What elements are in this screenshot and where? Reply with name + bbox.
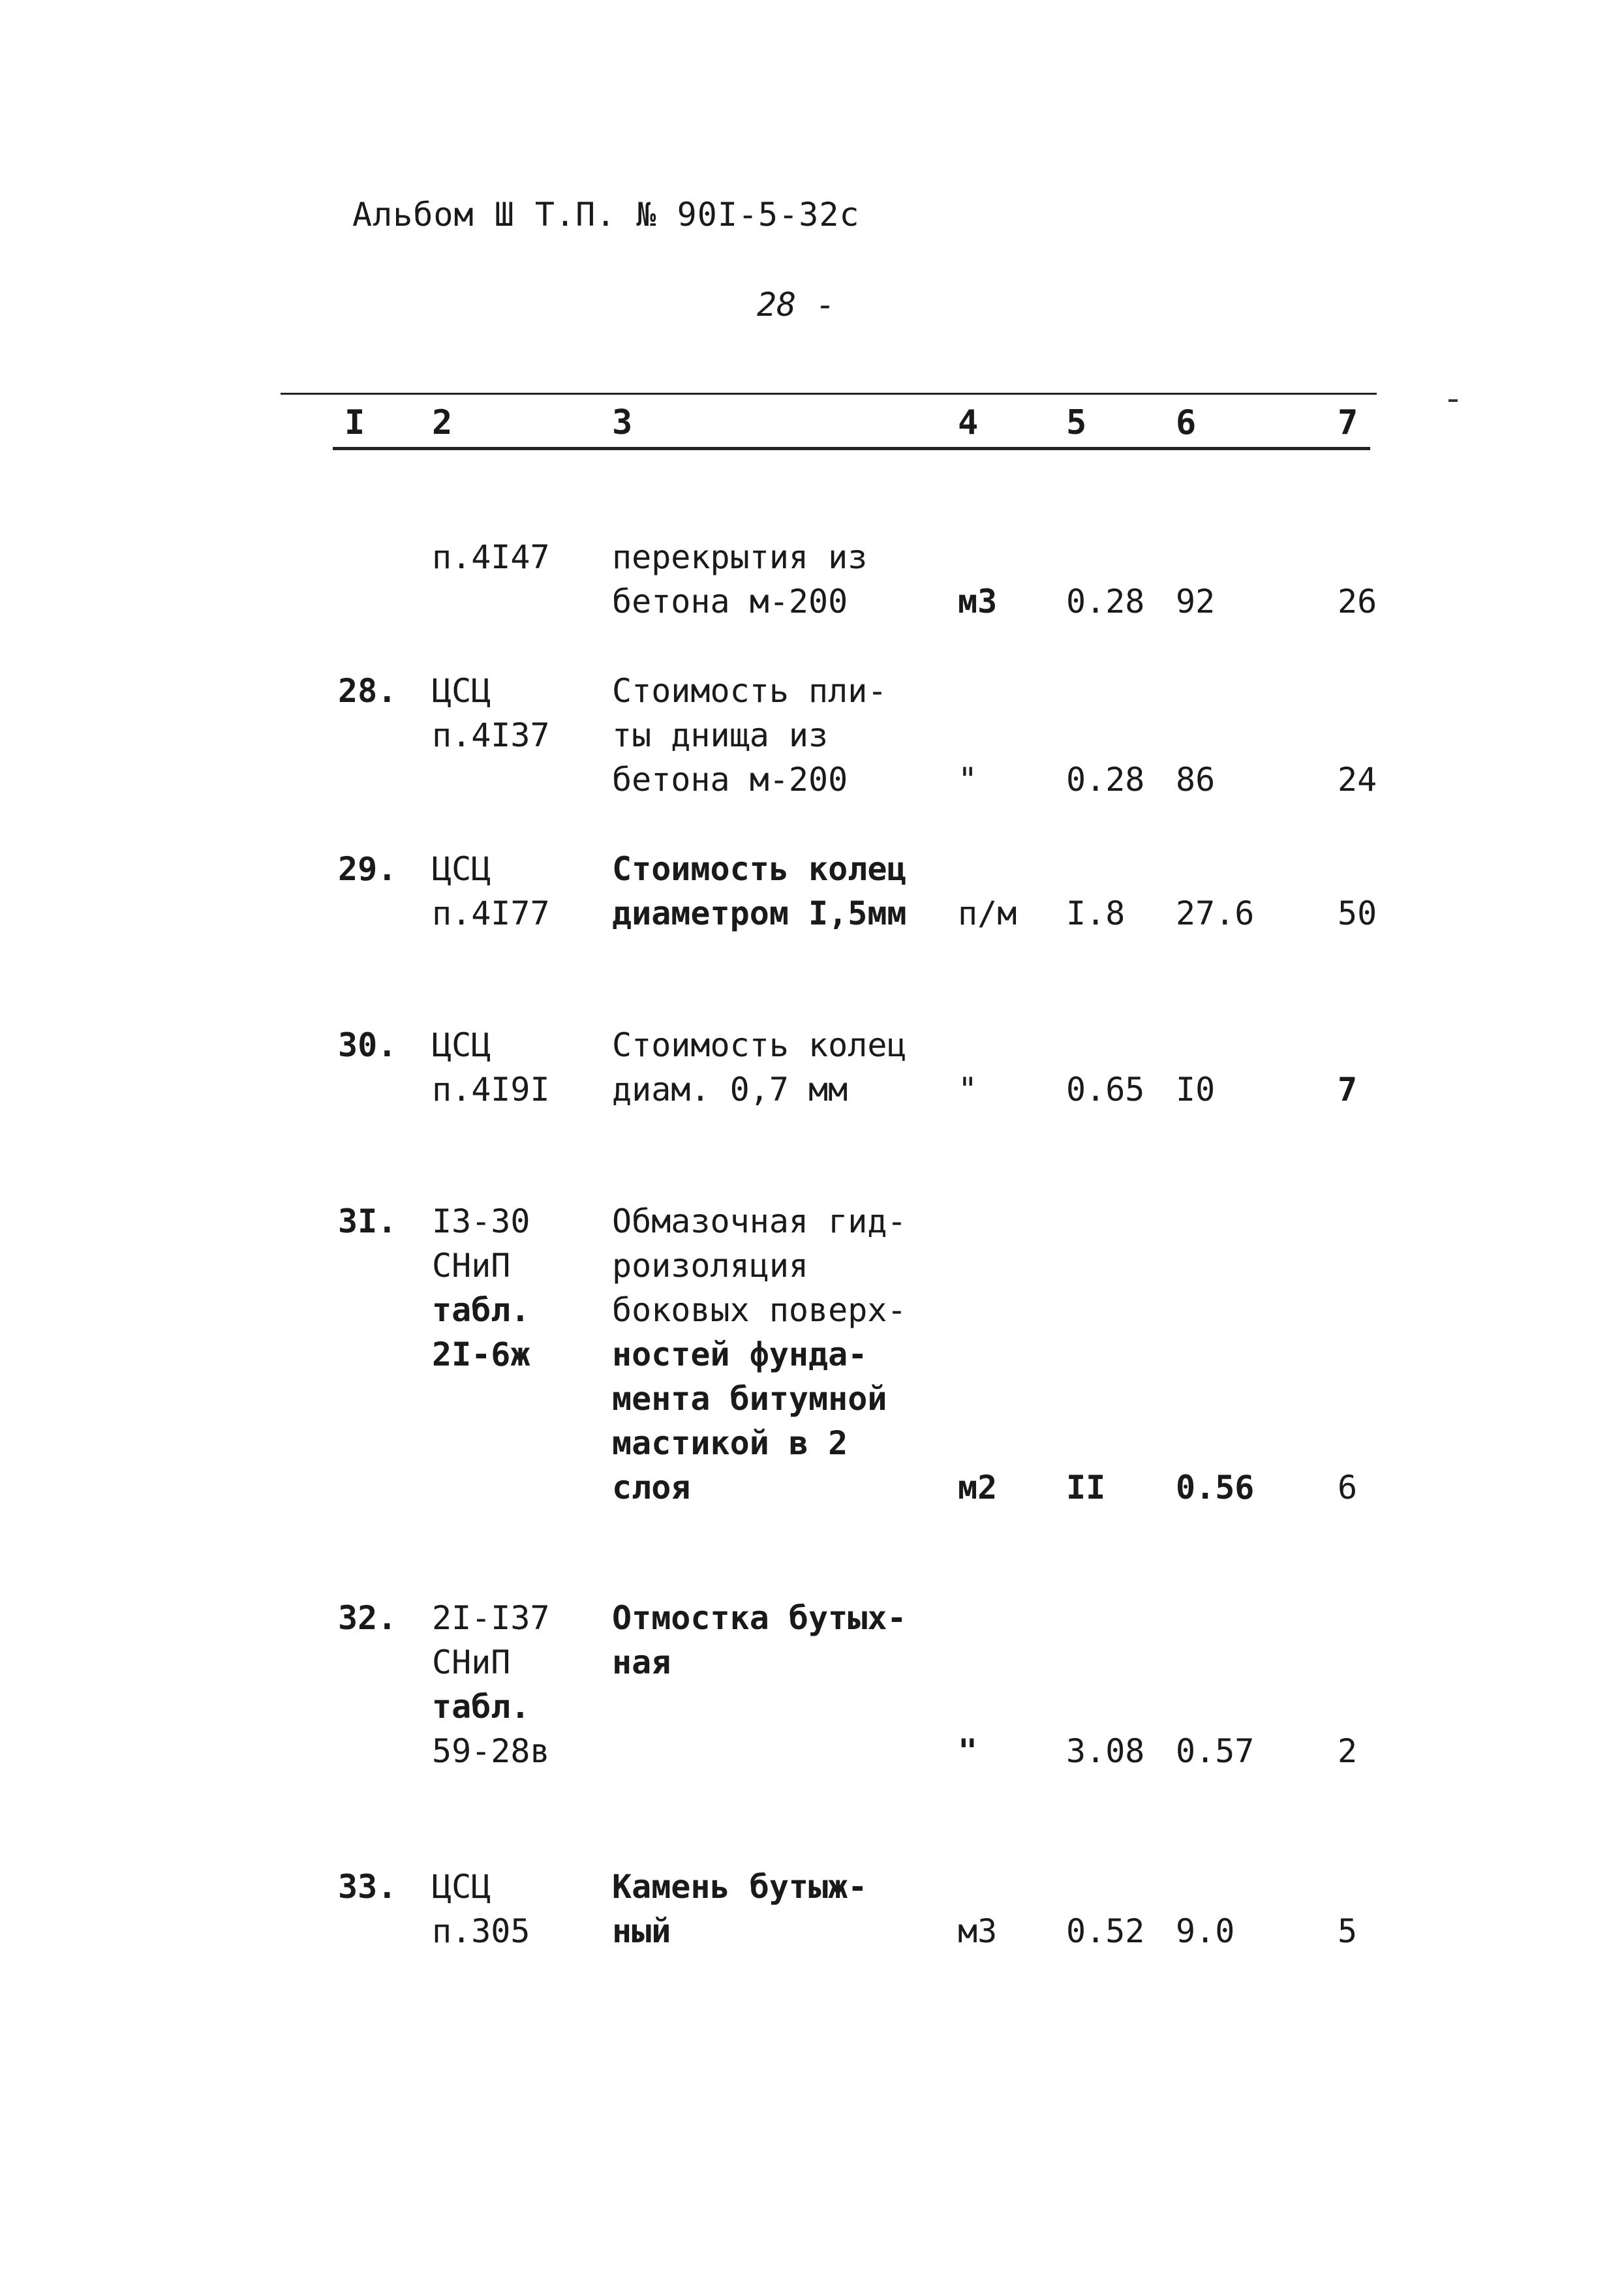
row-qty: 0.52 [1066, 1912, 1145, 1950]
row-number: 3I. [338, 1202, 397, 1240]
row-number: 28. [338, 672, 397, 710]
row-desc: слоя [612, 1469, 691, 1506]
row-desc: мента битумной [612, 1380, 887, 1418]
row-unit: " [958, 1732, 978, 1770]
row-qty: 3.08 [1066, 1732, 1145, 1770]
row-price: I0 [1176, 1071, 1216, 1108]
row-desc: Обмазочная гид- [612, 1202, 907, 1240]
row-ref: I3-30 [432, 1202, 530, 1240]
row-unit: " [958, 761, 978, 799]
row-desc: диаметром I,5мм [612, 894, 907, 932]
row-desc: бетона м-200 [612, 583, 848, 620]
row-ref: табл. [432, 1291, 530, 1329]
row-qty: 0.28 [1066, 583, 1145, 620]
row-number: 30. [338, 1026, 397, 1064]
row-ref: ЦСЦ [432, 672, 491, 710]
row-desc: роизоляция [612, 1247, 809, 1285]
row-ref: 2I-6ж [432, 1336, 530, 1373]
row-ref: 2I-I37 [432, 1599, 550, 1637]
row-ref: п.4I37 [432, 716, 550, 754]
page-number: 28 - [757, 286, 836, 324]
row-desc: боковых поверх- [612, 1291, 907, 1329]
row-price: 9.0 [1176, 1912, 1235, 1950]
table-top-rule [281, 393, 1377, 395]
row-qty: 0.65 [1066, 1071, 1145, 1108]
column-header-7: 7 [1338, 403, 1358, 442]
album-header: Альбом Ш Т.П. № 90I-5-32с [352, 196, 860, 234]
row-price: 0.57 [1176, 1732, 1255, 1770]
row-desc: перекрытия из [612, 538, 868, 576]
row-desc: ностей фунда- [612, 1336, 868, 1373]
row-desc: диам. 0,7 мм [612, 1071, 848, 1108]
column-header-4: 4 [958, 403, 979, 442]
row-price: 0.56 [1176, 1469, 1255, 1506]
column-header-5: 5 [1066, 403, 1087, 442]
row-qty: II [1066, 1469, 1106, 1506]
row-unit: " [958, 1071, 978, 1108]
row-total: 50 [1338, 894, 1377, 932]
row-unit: м2 [958, 1469, 998, 1506]
row-ref: п.4I9I [432, 1071, 550, 1108]
column-header-3: 3 [612, 403, 633, 442]
row-desc: Стоимость колец [612, 850, 907, 888]
column-header-1: I [345, 403, 365, 442]
row-desc: ная [612, 1643, 671, 1681]
row-ref: табл. [432, 1688, 530, 1726]
row-unit: п/м [958, 894, 1017, 932]
row-number: 32. [338, 1599, 397, 1637]
row-desc: бетона м-200 [612, 761, 848, 799]
row-total: 5 [1338, 1912, 1358, 1950]
row-ref: 59-28в [432, 1732, 550, 1770]
row-price: 92 [1176, 583, 1216, 620]
row-price: 86 [1176, 761, 1216, 799]
row-desc: Камень бутыж- [612, 1868, 868, 1906]
row-ref: СНиП [432, 1643, 511, 1681]
column-header-6: 6 [1176, 403, 1197, 442]
row-number: 33. [338, 1868, 397, 1906]
row-ref: ЦСЦ [432, 850, 491, 888]
row-total: 6 [1338, 1469, 1358, 1506]
column-header-2: 2 [432, 403, 453, 442]
row-ref: п.4I47 [432, 538, 550, 576]
row-desc: Стоимость пли- [612, 672, 887, 710]
row-qty: I.8 [1066, 894, 1126, 932]
scan-mark [1448, 399, 1458, 402]
row-qty: 0.28 [1066, 761, 1145, 799]
table-header-rule [333, 447, 1370, 450]
row-ref: ЦСЦ [432, 1868, 491, 1906]
row-ref: СНиП [432, 1247, 511, 1285]
row-ref: п.305 [432, 1912, 530, 1950]
row-ref: п.4I77 [432, 894, 550, 932]
row-desc: Стоимость колец [612, 1026, 907, 1064]
row-total: 24 [1338, 761, 1377, 799]
row-unit: м3 [958, 583, 998, 620]
row-desc: ный [612, 1912, 671, 1950]
row-total: 7 [1338, 1071, 1358, 1108]
row-desc: ты днища из [612, 716, 829, 754]
row-number: 29. [338, 850, 397, 888]
row-unit: м3 [958, 1912, 998, 1950]
row-ref: ЦСЦ [432, 1026, 491, 1064]
row-desc: мастикой в 2 [612, 1424, 848, 1462]
row-price: 27.6 [1176, 894, 1255, 932]
row-total: 26 [1338, 583, 1377, 620]
row-total: 2 [1338, 1732, 1358, 1770]
row-desc: Отмостка бутых- [612, 1599, 907, 1637]
